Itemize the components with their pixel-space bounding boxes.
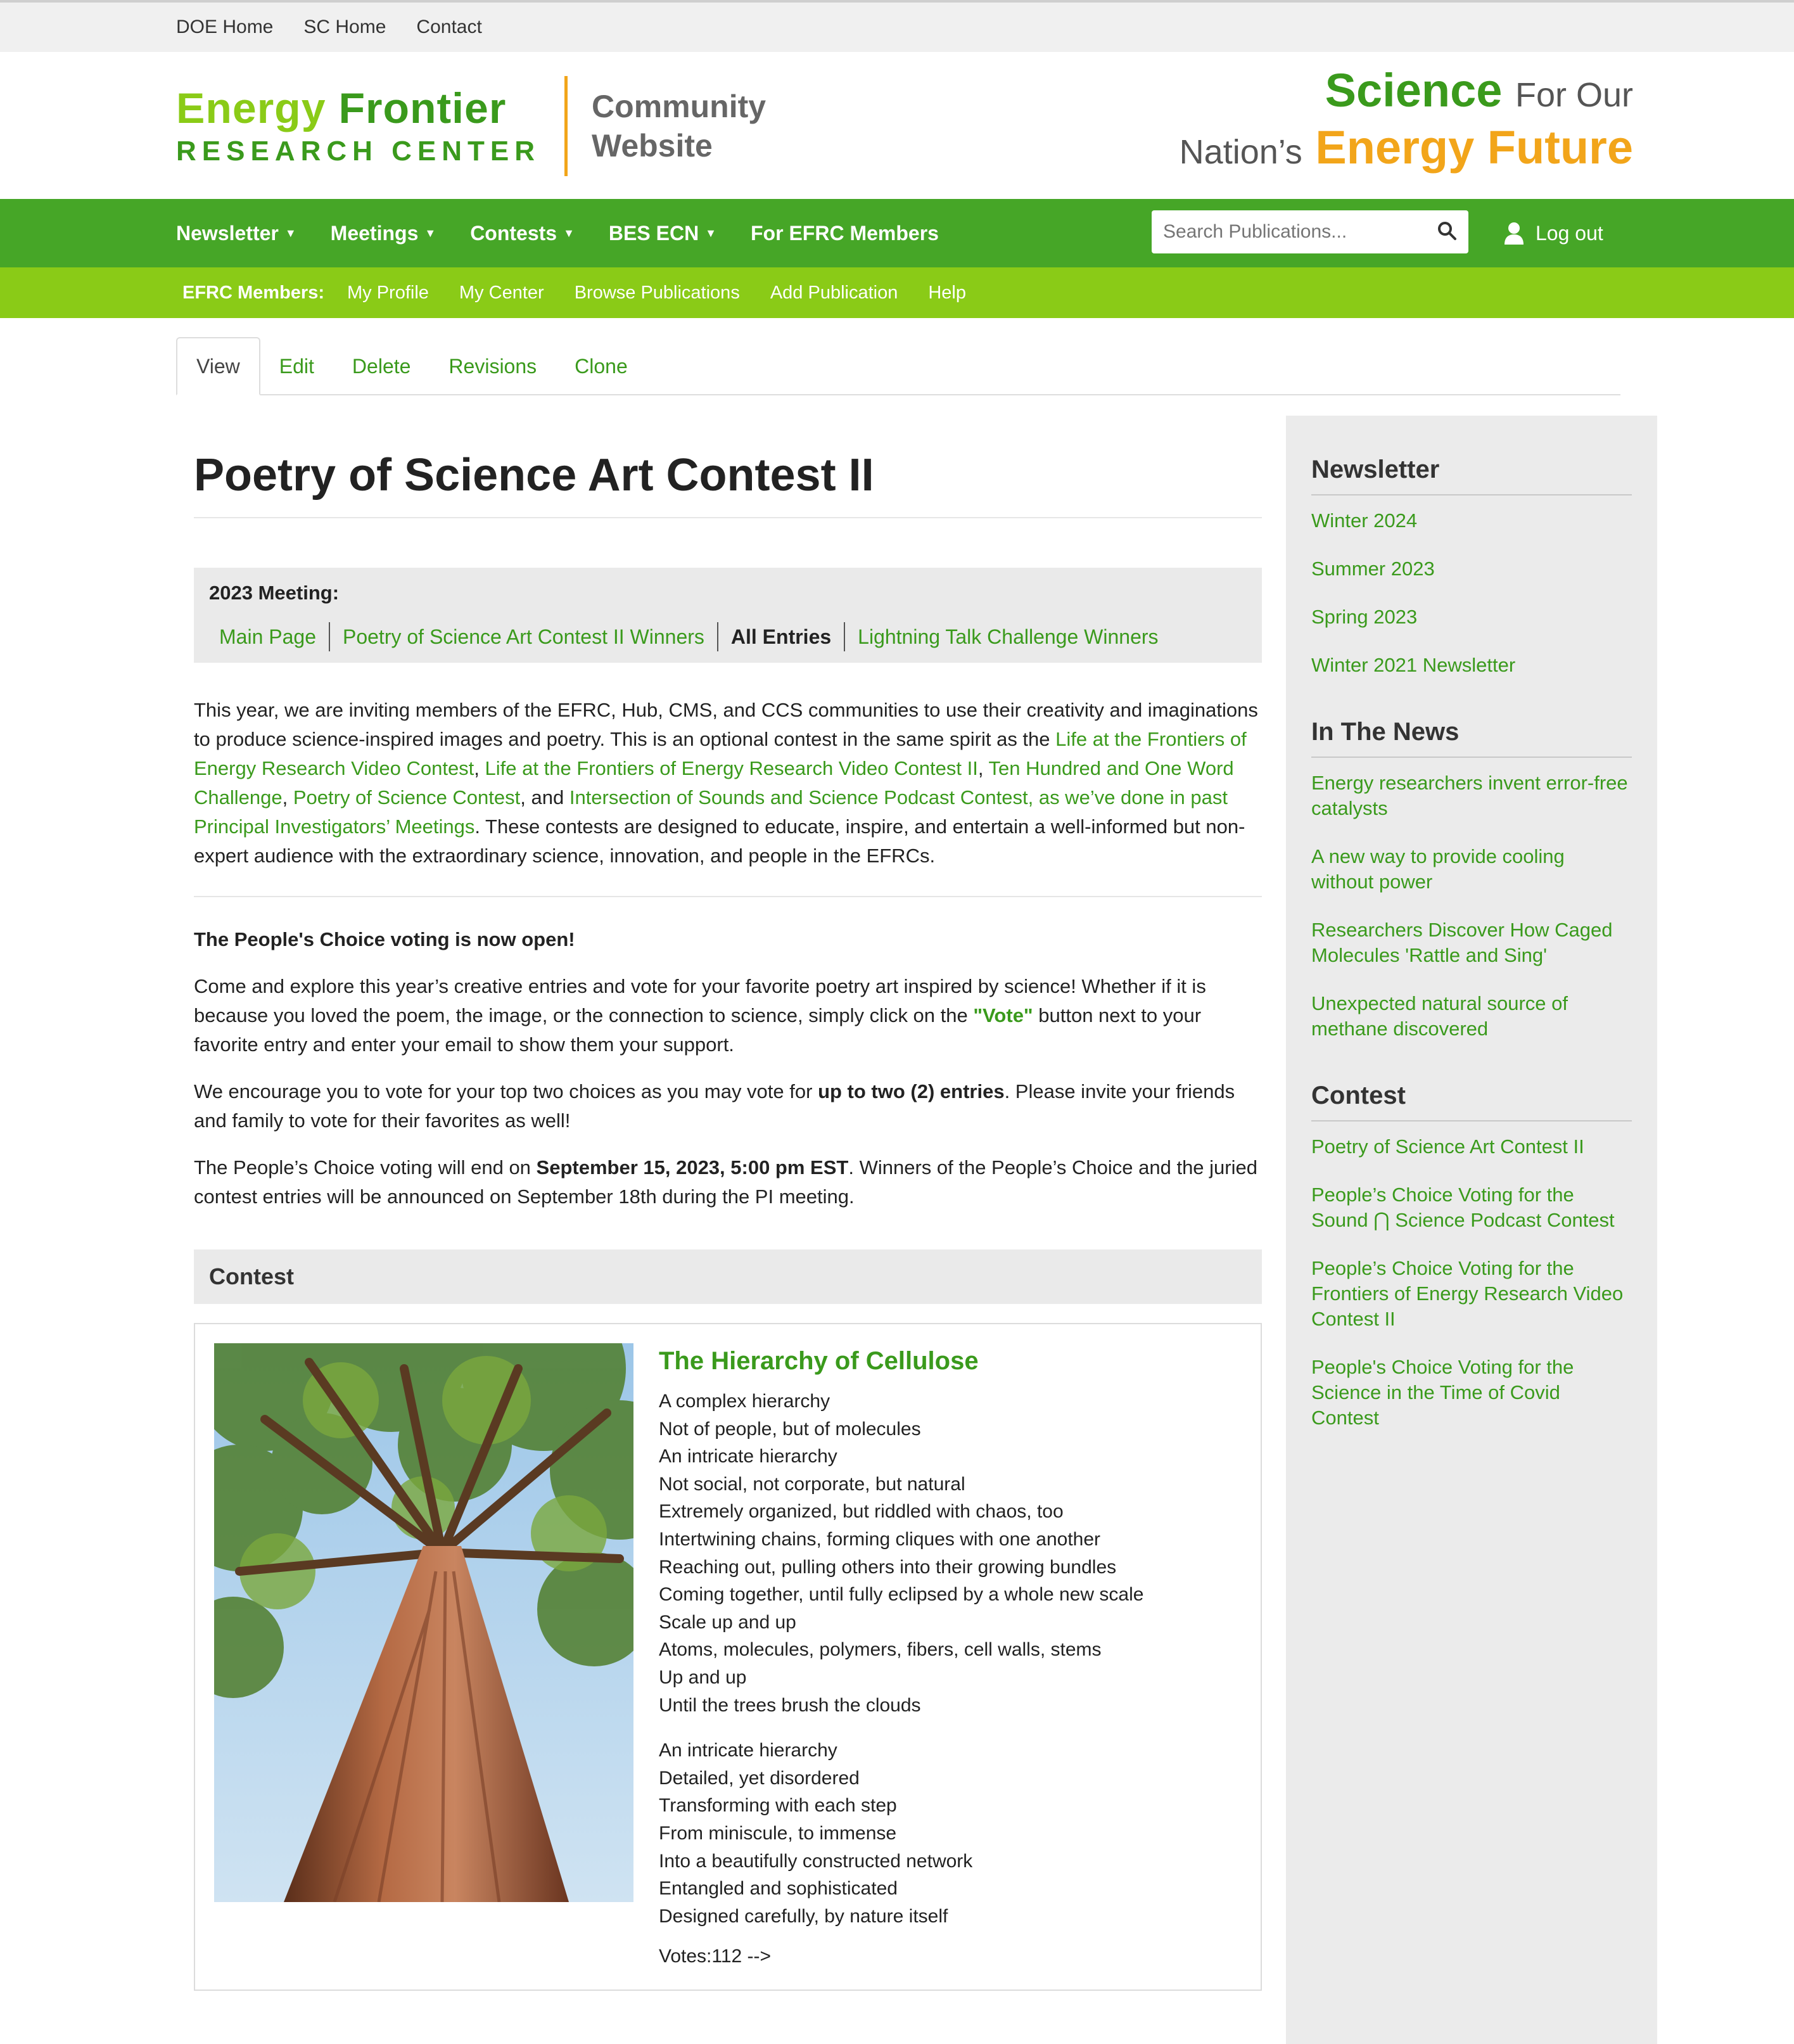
nav-meetings[interactable] (331, 222, 436, 245)
poem-line: A complex hierarchy (659, 1391, 830, 1412)
node-tabs (176, 337, 1620, 395)
explore-text-2: button next to your favorite entry and enter your email to show them your support. (194, 1004, 1202, 1056)
main-content (194, 444, 1262, 1991)
contest-link[interactable]: People's Choice Voting for the Science in the Time of Covid Contest (1311, 1356, 1574, 1429)
news-link[interactable]: Unexpected natural source of methane discovered (1311, 992, 1568, 1040)
poem-stanza-1 (659, 1388, 1229, 1719)
user-icon (1504, 222, 1524, 245)
logo-research-center: RESEARCH CENTER (176, 136, 541, 167)
ten-hundred-word-link[interactable]: Ten Hundred and One Word Challenge (194, 757, 1234, 808)
caret-down-icon: ▼ (284, 226, 296, 240)
site-header (176, 52, 1633, 199)
poem-stanza-2 (659, 1737, 1229, 1930)
nav-bes-ecn-label: BES ECN (608, 221, 699, 245)
tab-revisions[interactable]: Revisions (448, 354, 537, 378)
subnav-my-center[interactable]: My Center (459, 282, 544, 303)
poem-line: An intricate hierarchy (659, 1740, 837, 1761)
subnav-label: EFRC Members: (182, 282, 324, 303)
sounds-science-podcast-link[interactable]: Intersection of Sounds and Science Podcast Contest, as we’ve done in past Principal Investigators’ Meetings (194, 786, 1228, 838)
search-box (1152, 210, 1468, 253)
logo-website: Website (592, 128, 713, 163)
sidebar-contest-heading: Contest (1311, 1080, 1632, 1121)
nav-newsletter-label: Newsletter (176, 221, 279, 245)
meeting-lightning-talk-link[interactable]: Lightning Talk Challenge Winners (858, 625, 1159, 648)
poem-line: From miniscule, to immense (659, 1822, 897, 1844)
tab-edit[interactable]: Edit (279, 354, 314, 378)
page-title: Poetry of Science Art Contest II (194, 444, 1262, 518)
nav-meetings-label: Meetings (330, 221, 419, 245)
poem-line: Reaching out, pulling others into their growing bundles (659, 1556, 1117, 1578)
explore-text-1: Come and explore this year’s creative entries and vote for your favorite poetry art inspired by science! Whether if it is because you loved the poem, the image, or the connection to science, simply click on the (194, 975, 1206, 1026)
contest-link[interactable]: Poetry of Science Art Contest II (1311, 1135, 1584, 1158)
tagline-nations: Nation’s (1179, 133, 1302, 171)
poem-line: Transforming with each step (659, 1795, 897, 1817)
news-link[interactable]: Researchers Discover How Caged Molecules 'Rattle and Sing' (1311, 919, 1613, 966)
poem-line: Designed carefully, by nature itself (659, 1905, 948, 1927)
logo-energy: Energy (176, 84, 326, 132)
contact-link[interactable]: Contact (416, 16, 482, 37)
search-icon[interactable] (1425, 220, 1468, 244)
newsletter-link[interactable]: Summer 2023 (1311, 558, 1435, 580)
subnav-add-publication[interactable]: Add Publication (770, 282, 898, 303)
intro-text-4: , (282, 786, 293, 808)
ends-text-1: The People’s Choice voting will end on (194, 1156, 537, 1178)
divider (844, 622, 845, 651)
intro-text-3: , (977, 757, 989, 779)
caret-down-icon: ▼ (705, 226, 716, 240)
meeting-nav-box (194, 568, 1262, 663)
intro-text-6: . These contests are designed to educate, inspire, and entertain a well-informed but non-expert audience with the extraordinary science, innovation, and people in the EFRCs. (194, 815, 1245, 867)
poem-line: Up and up (659, 1666, 747, 1688)
nav-contests-label: Contests (470, 221, 557, 245)
tab-delete[interactable]: Delete (352, 354, 411, 378)
sidebar (1286, 416, 1657, 2044)
meeting-title: 2023 Meeting: (209, 582, 340, 604)
nav-bes-ecn[interactable] (609, 222, 716, 245)
life-frontiers-video-ii-link[interactable]: Life at the Frontiers of Energy Research Video Contest II (485, 757, 978, 779)
intro-text-1: This year, we are inviting members of the EFRC, Hub, CMS, and CCS communities to use their creativity and imaginations to produce science-inspired images and poetry. This is an optional contest in the same spirit as the (194, 699, 1258, 750)
intro-paragraph (194, 696, 1262, 871)
logo-community: Community (592, 89, 767, 124)
news-link[interactable]: A new way to provide cooling without power (1311, 845, 1565, 893)
meeting-main-page-link[interactable]: Main Page (219, 625, 316, 648)
poem-line: Not of people, but of molecules (659, 1418, 921, 1440)
nav-contests[interactable] (470, 222, 575, 245)
encourage-text-2: . Please invite your friends and family to vote for their favorites as well! (194, 1080, 1235, 1132)
efrc-logo[interactable] (176, 76, 766, 176)
divider (194, 896, 1262, 897)
poem-line: Intertwining chains, forming cliques with one another (659, 1528, 1101, 1550)
ends-date: September 15, 2023, 5:00 pm EST (536, 1156, 849, 1178)
poem-line: Detailed, yet disordered (659, 1767, 860, 1789)
tagline-energy-future: Energy Future (1315, 121, 1633, 174)
nav-newsletter[interactable] (176, 222, 296, 245)
poem-line: Scale up and up (659, 1611, 796, 1633)
intro-text-2: , (474, 757, 485, 779)
search-input[interactable] (1152, 221, 1425, 243)
life-frontiers-video-link[interactable]: Life at the Frontiers of Energy Research Video Contest (194, 728, 1247, 779)
members-subnav (0, 267, 1794, 318)
meeting-all-entries-current: All Entries (730, 625, 832, 648)
subnav-browse-publications[interactable]: Browse Publications (574, 282, 740, 303)
poem-line: An intricate hierarchy (659, 1446, 837, 1467)
poem-line: Until the trees brush the clouds (659, 1694, 921, 1716)
news-link[interactable]: Energy researchers invent error-free catalysts (1311, 772, 1628, 819)
newsletter-link[interactable]: Winter 2024 (1311, 509, 1418, 532)
entry-title[interactable]: The Hierarchy of Cellulose (659, 1347, 979, 1375)
contest-link[interactable]: People’s Choice Voting for the Frontiers of Energy Research Video Contest II (1311, 1257, 1624, 1330)
tagline-for-our: For Our (1515, 76, 1633, 114)
poem-line: Entangled and sophisticated (659, 1878, 898, 1900)
newsletter-link[interactable]: Winter 2021 Newsletter (1311, 654, 1516, 676)
top-utility-bar (0, 0, 1794, 52)
voting-ends-paragraph (194, 1153, 1262, 1211)
encourage-text-1: We encourage you to vote for your top two choices as you may vote for (194, 1080, 818, 1102)
poetry-of-science-link[interactable]: Poetry of Science Contest (293, 786, 521, 808)
vote-count: Votes:112 --> (659, 1946, 772, 1967)
logo-divider (564, 76, 568, 176)
divider (329, 622, 330, 651)
entry-tree-photo (214, 1343, 633, 1902)
tab-clone[interactable]: Clone (575, 354, 628, 378)
main-navigation (0, 199, 1794, 267)
meeting-winners-link[interactable]: Poetry of Science Art Contest II Winners (342, 625, 704, 648)
subnav-help[interactable]: Help (928, 282, 967, 303)
sidebar-newsletter-heading: Newsletter (1311, 454, 1632, 495)
contest-entry-card (194, 1323, 1262, 1991)
poem-line: Not social, not corporate, but natural (659, 1473, 965, 1495)
divider (717, 622, 718, 651)
sc-home-link[interactable]: SC Home (303, 16, 386, 37)
ends-text-2: . Winners of the People’s Choice and the juried contest entries will be announced on September 18th during the PI meeting. (194, 1156, 1257, 1208)
logout-label: Log out (1536, 221, 1603, 245)
voting-open-heading: The People's Choice voting is now open! (194, 928, 575, 950)
logo-frontier: Frontier (338, 84, 507, 132)
subnav-my-profile[interactable]: My Profile (347, 282, 429, 303)
contest-link[interactable]: People’s Choice Voting for the Sound ⋂ Science Podcast Contest (1311, 1184, 1615, 1231)
caret-down-icon: ▼ (424, 226, 436, 240)
tagline-science: Science (1325, 64, 1503, 117)
tab-view[interactable]: View (176, 337, 260, 395)
poem-line: Into a beautifully constructed network (659, 1850, 973, 1872)
nav-for-efrc-members-label: For EFRC Members (751, 221, 939, 245)
poem-line: Extremely organized, but riddled with chaos, too (659, 1501, 1064, 1523)
poem-line: Coming together, until fully eclipsed by a whole new scale (659, 1584, 1144, 1606)
newsletter-link[interactable]: Spring 2023 (1311, 606, 1418, 628)
encourage-paragraph (194, 1077, 1262, 1135)
caret-down-icon: ▼ (563, 226, 575, 240)
doe-home-link[interactable]: DOE Home (176, 16, 274, 37)
encourage-bold: up to two (2) entries (818, 1080, 1005, 1102)
sidebar-news-heading: In The News (1311, 716, 1632, 758)
explore-paragraph (194, 972, 1262, 1059)
site-tagline (1180, 63, 1633, 177)
vote-keyword: "Vote" (973, 1004, 1033, 1026)
poem-line: Atoms, molecules, polymers, fibers, cell walls, stems (659, 1639, 1102, 1661)
nav-for-efrc-members[interactable] (751, 222, 939, 245)
contest-section-heading: Contest (194, 1249, 1262, 1304)
intro-text-5: , and (520, 786, 569, 808)
logout-link[interactable] (1504, 199, 1603, 267)
